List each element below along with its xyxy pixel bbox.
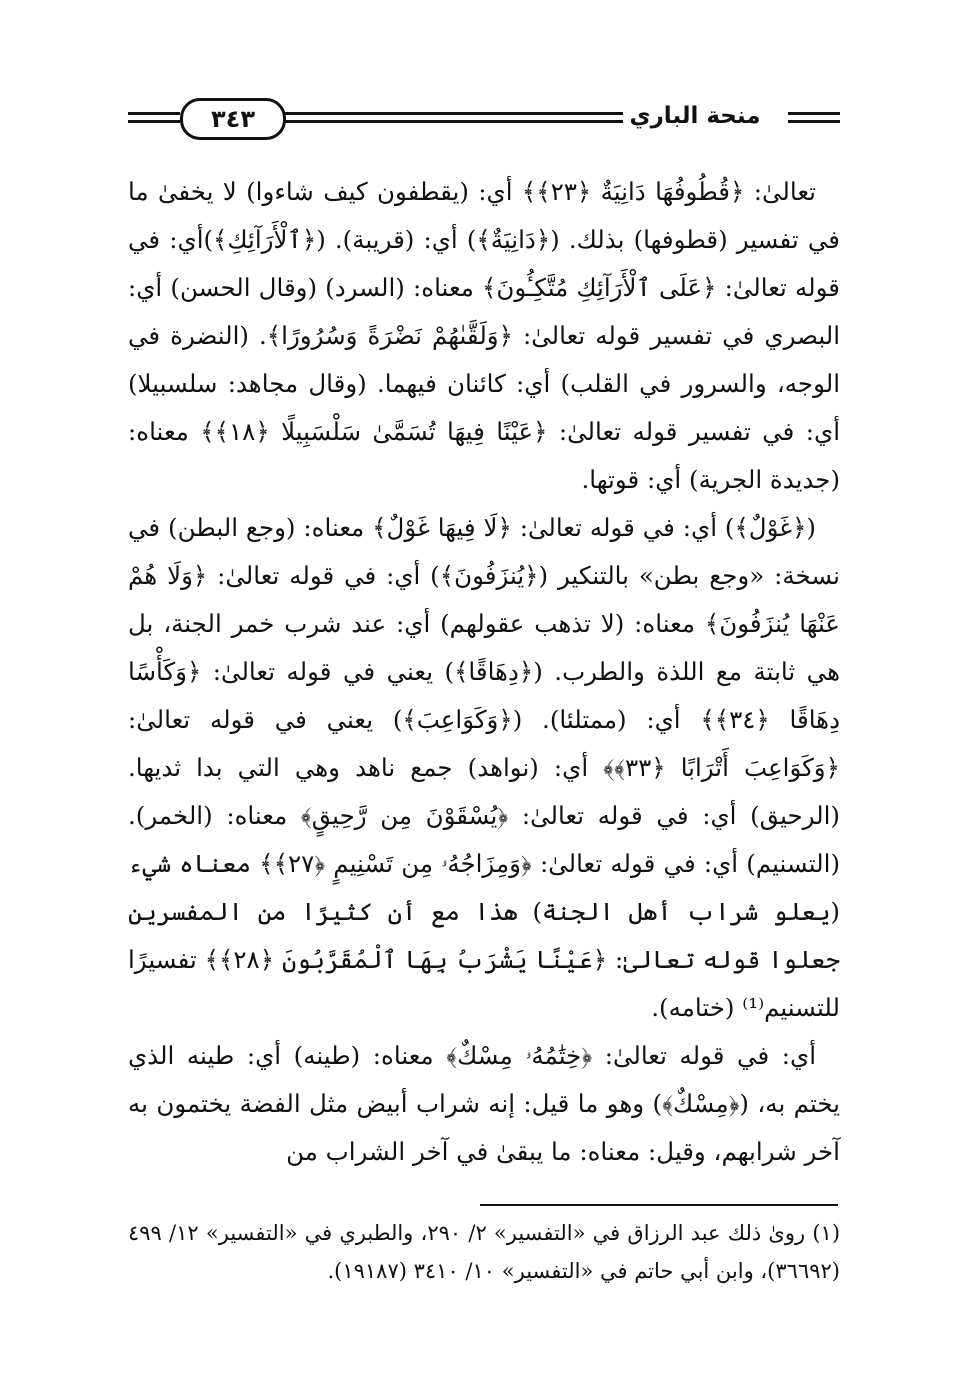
header-rule <box>788 112 840 115</box>
header-rule <box>283 120 623 123</box>
page-number: ٣٤٣ <box>180 98 286 140</box>
page-header <box>128 98 840 138</box>
paragraph: (﴿غَوْلٌ﴾) أي: في قوله تعالىٰ: ﴿لَا فِيهَا غَوْلٌ﴾ معناه: (وجع البطن) في نسخة: «وجع بطن» بالتنكير (﴿يُنزَفُونَ﴾) أي: في قوله تعالىٰ: ﴿وَلَا هُمْ عَنْهَا يُنزَفُونَ﴾ معناه: (لا تذهب عقولهم) أي: عند شرب خمر الجنة، بل هي ثابتة مع اللذة والطرب. (﴿دِهَاقًا﴾) يعني في قوله تعالىٰ: ﴿وَكَأْسًا دِهَاقًا ﴿٣٤﴾﴾ أي: (ممتلئا). (﴿وَكَوَاعِبَ﴾) يعني في قوله تعالىٰ: ﴿وَكَوَاعِبَ أَتْرَابًا ﴿٣٣﴾﴾ أي: (نواهد) جمع ناهد وهي التي بدا ثديها. (الرحيق) أي: في قوله تعالىٰ: ﴿يُسْقَوْنَ مِن رَّحِيقٍ﴾ معناه: (الخمر). (التسنيم) أي: في قوله تعالىٰ: ﴿وَمِزَاجُهُۥ مِن تَسْنِيمٍ ﴿٢٧﴾﴾ معناه شيء (يعلو شراب أهل الجنة) هذا مع أن كثيرًا من المفسرين جعلوا قوله تعالىٰ: ﴿عَيْنًا يَشْرَبُ بِهَا ٱلْمُقَرَّبُونَ ﴿٢٨﴾﴾ تفسيرًا للتسنيم⁽¹⁾ (ختامه). <box>128 513 840 1022</box>
main-text <box>128 168 840 1176</box>
header-rule <box>283 112 623 115</box>
header-rule <box>788 120 840 123</box>
paragraph: أي: في قوله تعالىٰ: ﴿خِتَٰمُهُۥ مِسْكٌ﴾ معناه: (طينه) أي: طينه الذي يختم به، (﴿مِسْكٌ﴾) وهو ما قيل: إنه شراب أبيض مثل الفضة يختمون به آخر شرابهم، وقيل: معناه: ما يبقىٰ في آخر الشراب من <box>128 1041 840 1166</box>
paragraph: تعالىٰ: ﴿قُطُوفُهَا دَانِيَةٌ ﴿٢٣﴾﴾ أي: (يقطفون كيف شاءوا) لا يخفىٰ ما في تفسير (قطوفها) بذلك. (﴿دَانِيَةٌ﴾) أي: (قريبة). (﴿ٱلْأَرَآئِكِ﴾)أي: في قوله تعالىٰ: ﴿عَلَى ٱلْأَرَآئِكِ مُتَّكِـُٔونَ﴾ معناه: (السرد) (وقال الحسن) أي: البصري في تفسير قوله تعالىٰ: ﴿وَلَقَّىٰهُمْ نَضْرَةً وَسُرُورًا﴾. (النضرة في الوجه، والسرور في القلب) أي: كائنان فيهما. (وقال مجاهد: سلسبيلا) أي: في تفسير قوله تعالىٰ: ﴿عَيْنًا فِيهَا تُسَمَّىٰ سَلْسَبِيلًا ﴿١٨﴾﴾ معناه: (جديدة الجرية) أي: قوتها. <box>128 177 840 494</box>
header-rule <box>128 120 180 123</box>
footnote-separator <box>480 1204 838 1206</box>
header-rule <box>128 112 180 115</box>
book-title: منحة الباري <box>629 103 761 129</box>
footnote: (١) روىٰ ذلك عبد الرزاق في «التفسير» ٢/ ٢٩٠، والطبري في «التفسير» ١٢/ ٤٩٩ (٣٦٦٩٢)، وابن أبي حاتم في «التفسير» ١٠/ ٣٤١٠ (١٩١٨٧). <box>128 1221 841 1283</box>
